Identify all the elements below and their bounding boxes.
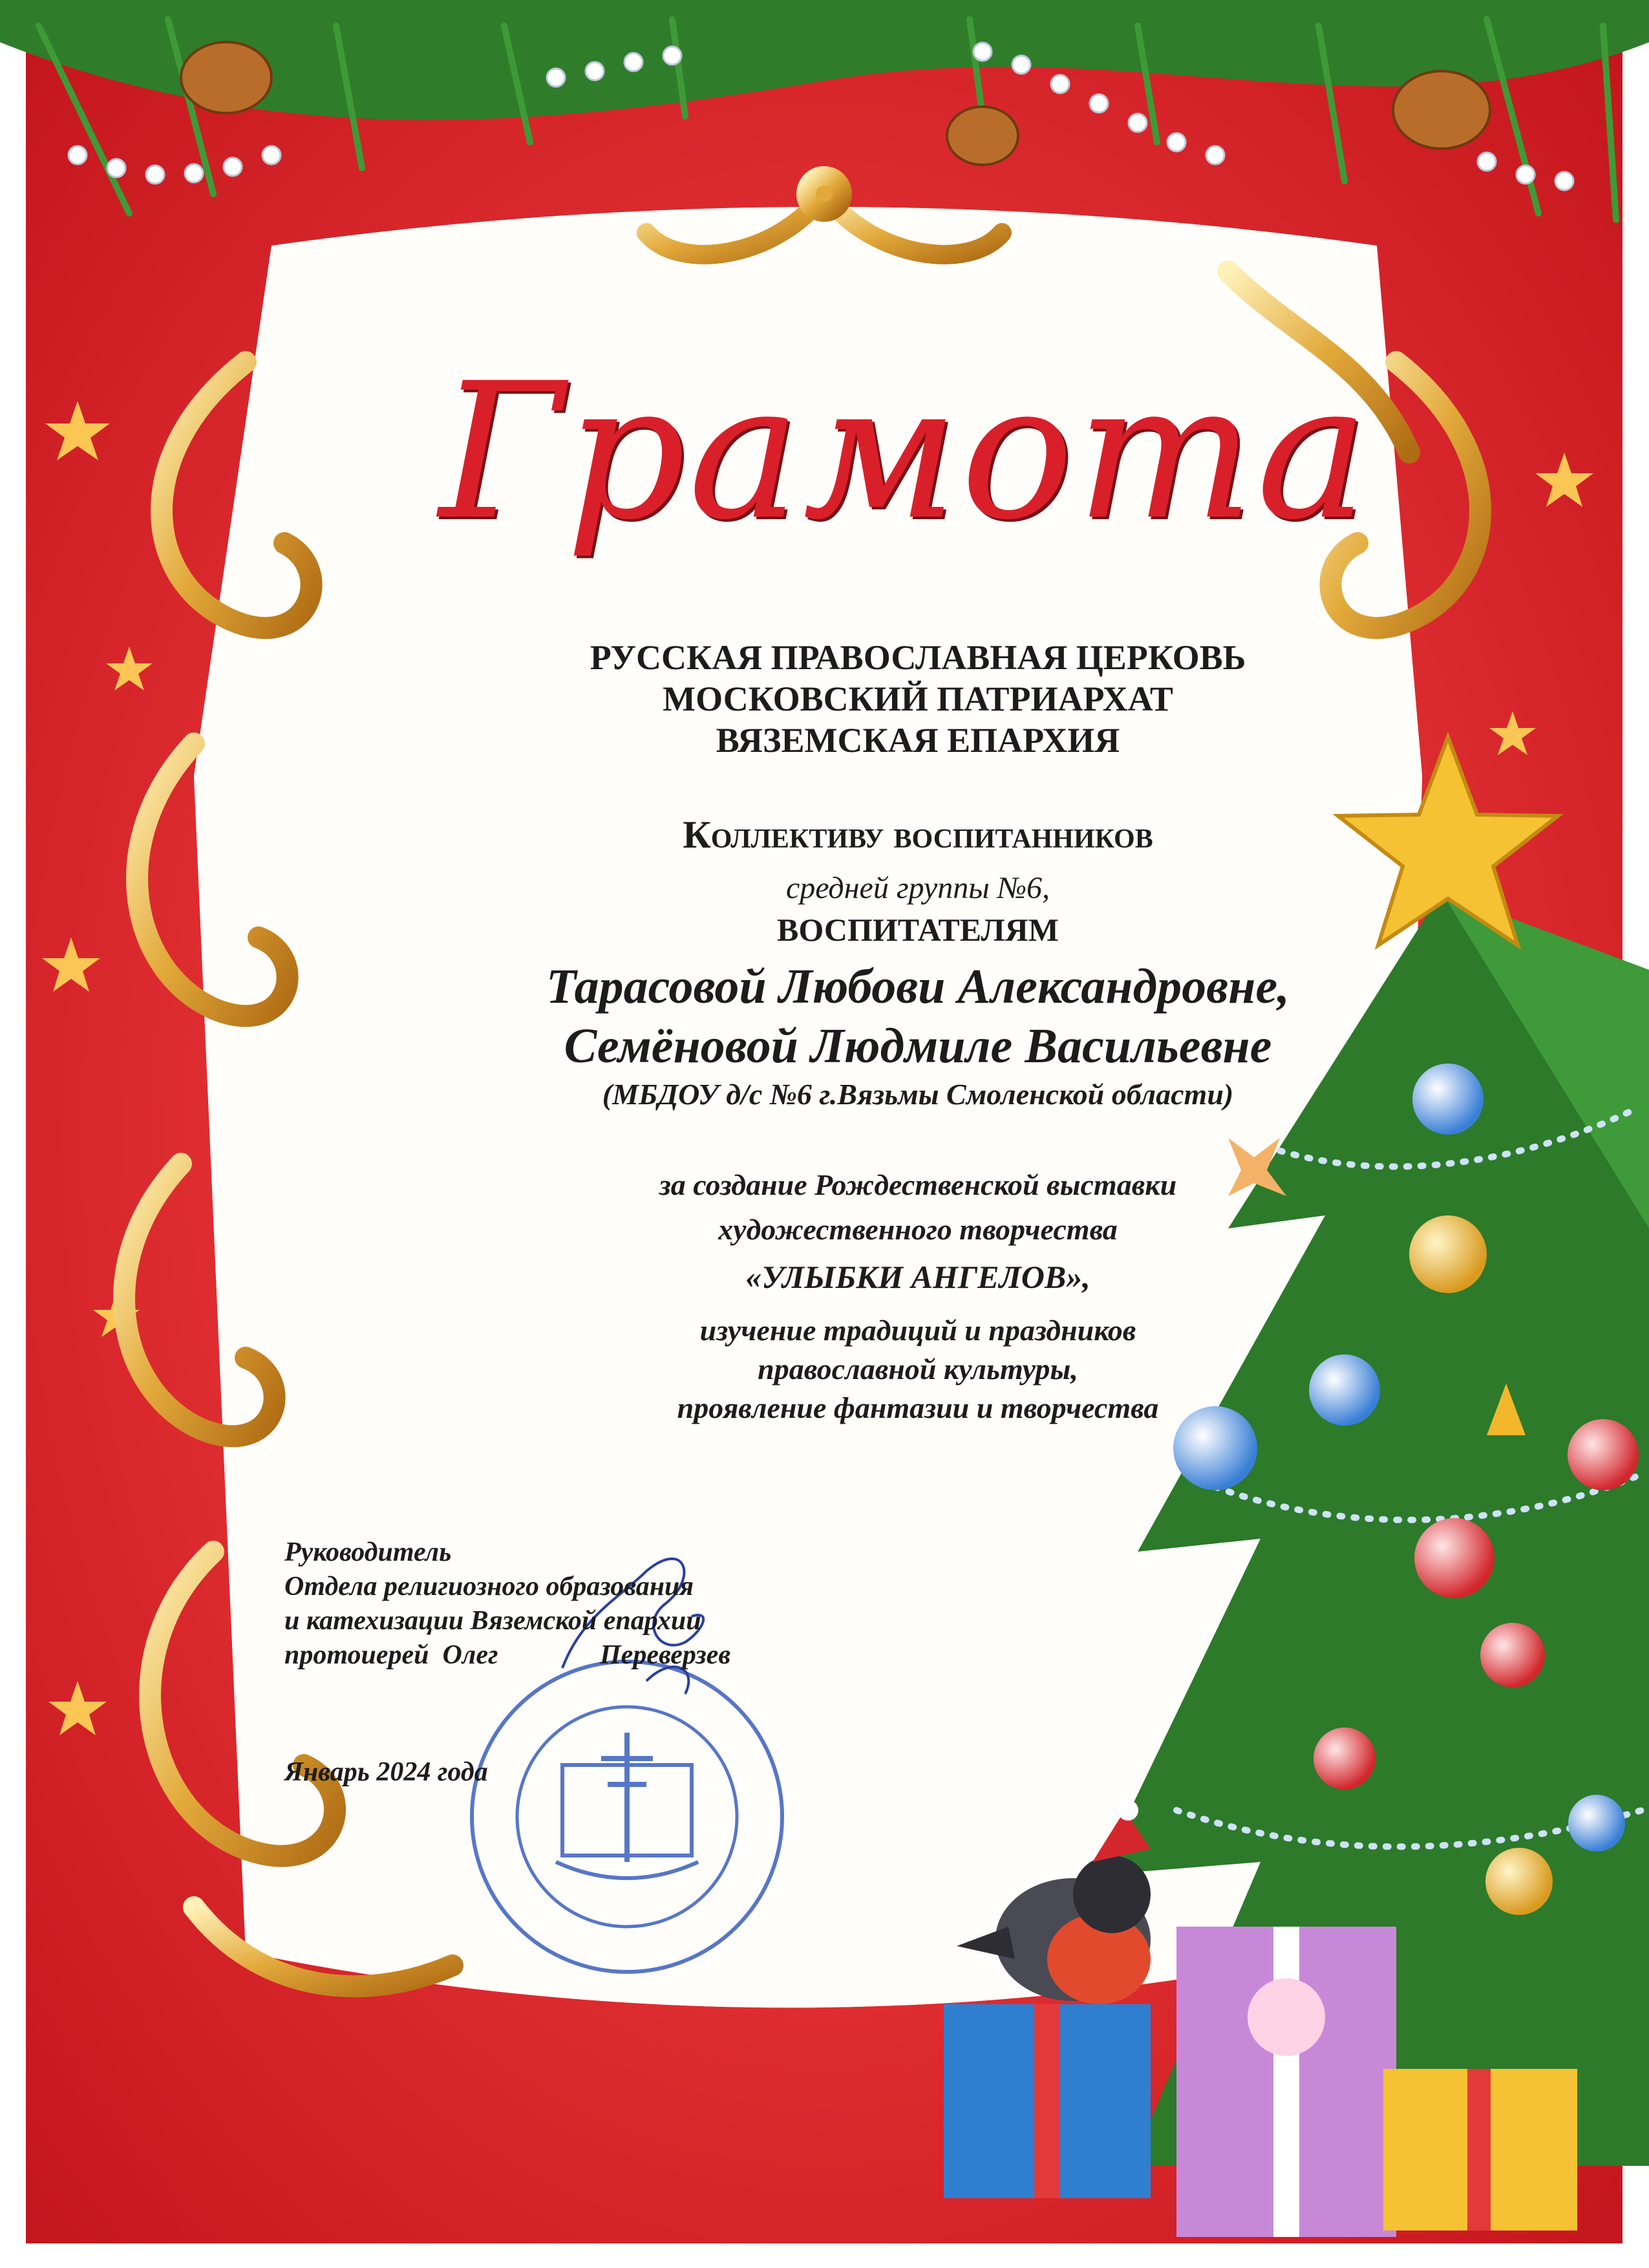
- reason-line-6: проявление фантазии и творчества: [677, 1391, 1159, 1424]
- signatory-title-3: и катехизации Вяземской епархии: [284, 1606, 701, 1636]
- certificate-title: Грамота: [439, 343, 1371, 561]
- organization-line-3: ВЯЗЕМСКАЯ ЕПАРХИЯ: [716, 721, 1120, 760]
- reason-line-2: художественного творчества: [718, 1213, 1118, 1246]
- exhibition-name: «УЛЫБКИ АНГЕЛОВ»,: [745, 1259, 1090, 1295]
- organization-line-1: РУССКАЯ ПРАВОСЛАВНАЯ ЦЕРКОВЬ: [590, 638, 1246, 677]
- recipient-group: средней группы №6,: [786, 871, 1050, 905]
- church-seal-stamp: [472, 1662, 782, 1972]
- teacher-name-1: Тарасовой Любови Александровне,: [546, 959, 1290, 1014]
- reason-line-4: изучение традиций и праздников: [699, 1314, 1136, 1347]
- institution-name: (МБДОУ д/с №6 г.Вязьмы Смоленской области): [602, 1078, 1234, 1111]
- signatory-title-1: Руководитель: [284, 1537, 452, 1567]
- signatory-title-2: Отдела религиозного образования: [284, 1572, 694, 1601]
- organization-line-2: МОСКОВСКИЙ ПАТРИАРХАТ: [663, 679, 1173, 718]
- recipient-collective: Коллективу воспитанников: [683, 813, 1153, 856]
- issue-date: Январь 2024 года: [284, 1757, 488, 1787]
- teacher-name-2: Семёновой Людмиле Васильевне: [564, 1019, 1272, 1073]
- reason-line-1: за создание Рождественской выставки: [659, 1168, 1177, 1201]
- reason-line-5: православной культуры,: [758, 1353, 1078, 1385]
- signatory-name: протоиерей Олег Переверзев: [284, 1640, 731, 1670]
- teachers-label: ВОСПИТАТЕЛЯМ: [777, 912, 1059, 948]
